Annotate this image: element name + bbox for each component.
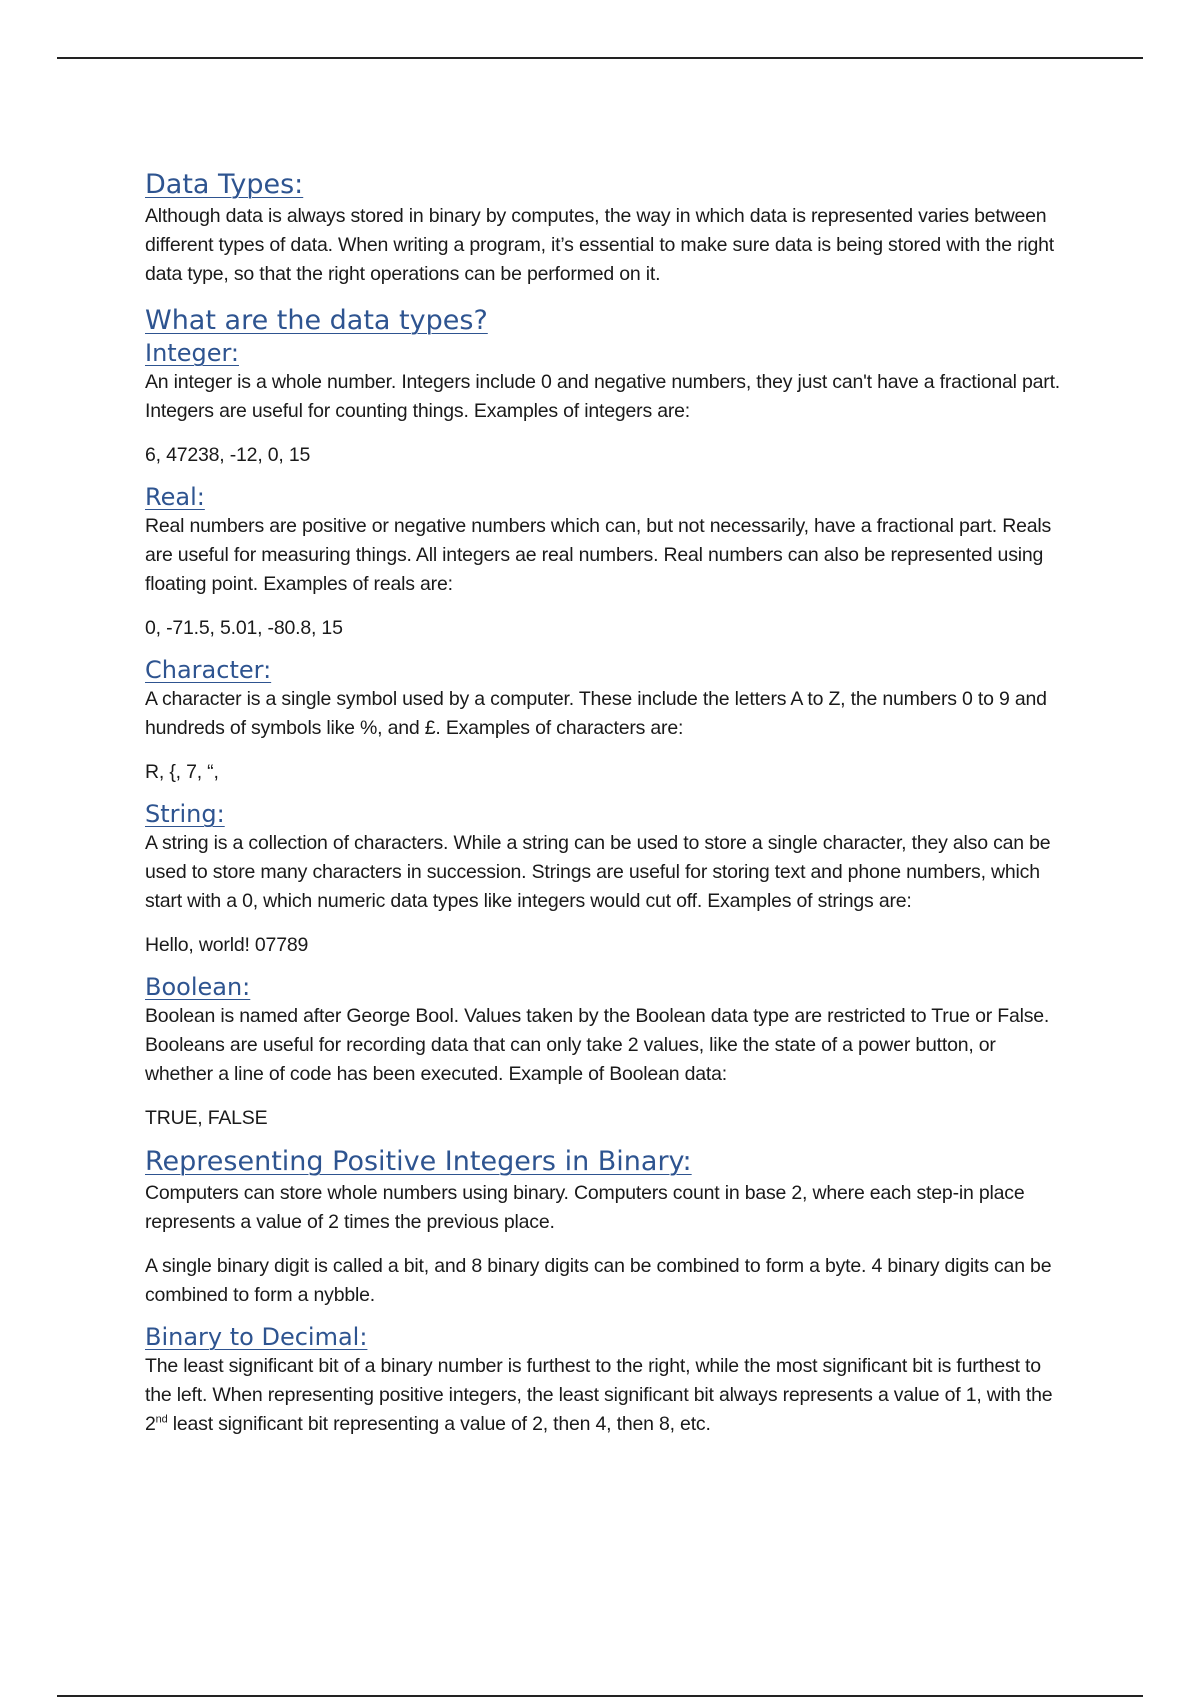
heading-representing-positive-integers: Representing Positive Integers in Binary: [145,1146,692,1177]
heading-what-are-data-types: What are the data types? [145,305,488,336]
paragraph-representing-1: Computers can store whole numbers using binary. Computers count in base 2, where each step-in place represents a value of 2 times the previous place. [145,1182,1025,1233]
paragraph-representing-2: A single binary digit is called a bit, and 8 binary digits can be combined to form a byte. 4 binary digits can be combined to form a nybble. [145,1255,1052,1306]
example-boolean: TRUE, FALSE [145,1107,268,1129]
heading-character: Character: [145,656,272,684]
example-real: 0, -71.5, 5.01, -80.8, 15 [145,617,343,639]
example-integer: 6, 47238, -12, 0, 15 [145,444,311,466]
footer-rule [57,1695,1143,1697]
paragraph-binary-to-decimal-part1: The least significant bit of a binary number is furthest to the right, while the most significant bit is furthest to the left. When representing positive integers, the least significant bit always represents a value of 1, with the 2 [145,1355,1053,1435]
heading-real: Real: [145,483,205,511]
heading-integer: Integer: [145,339,239,367]
header-rule [57,57,1143,59]
document-body [145,168,1065,1439]
paragraph-real: Real numbers are positive or negative numbers which can, but not necessarily, have a fractional part. Reals are useful for measuring things. All integers ae real numbers. Real numbers can also be represented using floating point. Examples of reals are: [145,515,1052,595]
paragraph-boolean: Boolean is named after George Bool. Values taken by the Boolean data type are restricted to True or False. Booleans are useful for recording data that can only take 2 values, like the state of a power button, or whether a line of code has been executed. Example of Boolean data: [145,1005,1050,1085]
paragraph-integer: An integer is a whole number. Integers include 0 and negative numbers, they just can't have a fractional part. Integers are useful for counting things. Examples of integers are: [145,371,1061,422]
paragraph-data-types-intro: Although data is always stored in binary by computes, the way in which data is represented varies between different types of data. When writing a program, it’s essential to make sure data is being stored with the right data type, so that the right operations can be performed on it. [145,205,1055,285]
paragraph-character: A character is a single symbol used by a computer. These include the letters A to Z, the numbers 0 to 9 and hundreds of symbols like %, and £. Examples of characters are: [145,688,1047,739]
paragraph-binary-to-decimal [145,1352,1065,1439]
heading-boolean: Boolean: [145,973,251,1001]
paragraph-string: A string is a collection of characters. While a string can be used to store a single character, they also can be used to store many characters in succession. Strings are useful for storing text and phone numbers, which start with a 0, which numeric data types like integers would cut off. Examples of strings are: [145,832,1051,912]
heading-binary-to-decimal: Binary to Decimal: [145,1323,368,1351]
heading-data-types: Data Types: [145,169,304,200]
example-string: Hello, world! 07789 [145,934,309,956]
paragraph-binary-to-decimal-part2: least significant bit representing a value of 2, then 4, then 8, etc. [167,1413,711,1435]
example-character: R, {, 7, “, [145,761,219,783]
ordinal-superscript: nd [155,1413,168,1426]
heading-string: String: [145,800,225,828]
